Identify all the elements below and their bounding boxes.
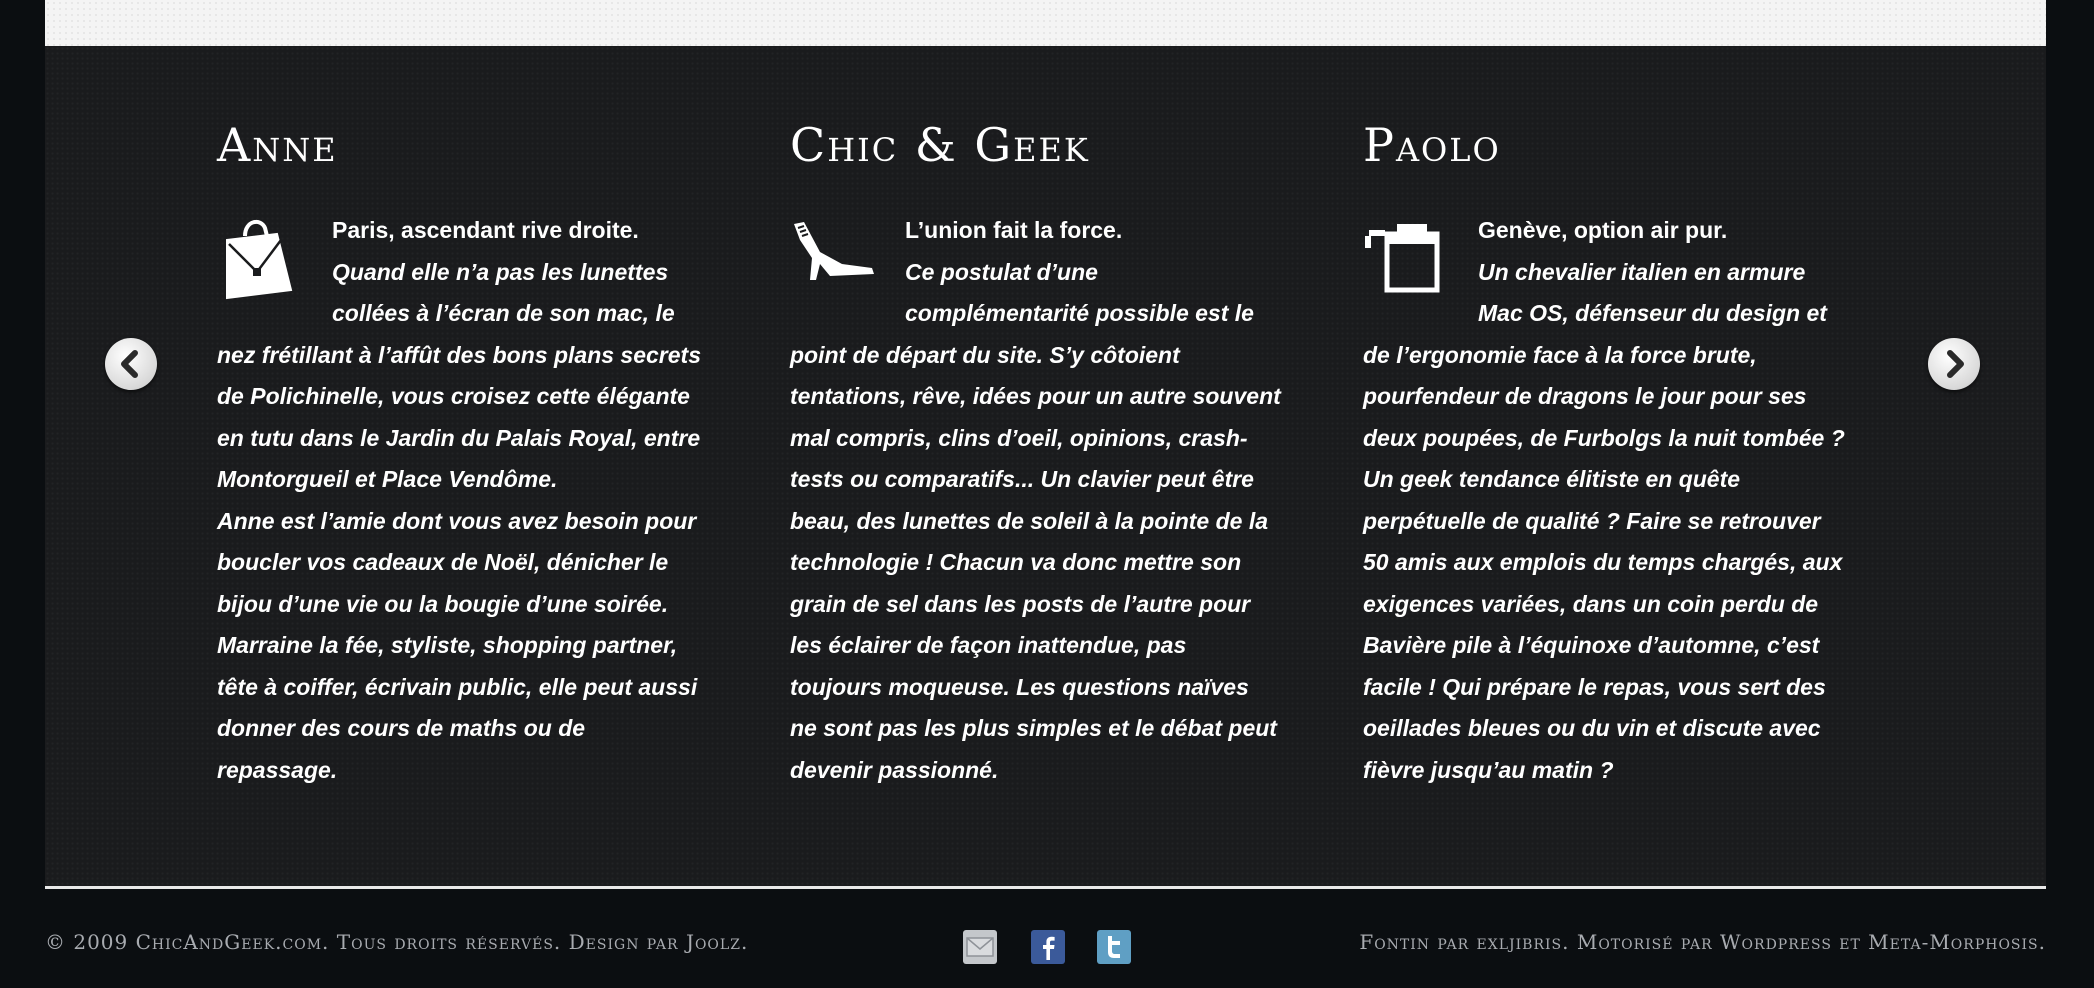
description-line: donner des cours de maths ou de — [217, 715, 586, 741]
profile-description — [790, 252, 1310, 792]
top-content-strip — [45, 0, 2046, 46]
description-line: Marraine la fée, styliste, shopping partner, — [217, 632, 678, 658]
profile-title: Paolo — [1363, 118, 1501, 172]
description-line: Un chevalier italien en armure — [1478, 258, 1806, 285]
profile-paolo — [1363, 115, 1883, 791]
description-line: technologie ! Chacun va donc mettre son — [790, 549, 1242, 575]
description-line: nez frétillant à l’affût des bons plans secrets — [217, 341, 701, 368]
handbag-icon — [217, 214, 332, 302]
facebook-icon[interactable] — [1031, 930, 1065, 964]
description-line: en tutu dans le Jardin du Palais Royal, entre — [217, 424, 701, 451]
mail-icon[interactable] — [963, 930, 997, 964]
description-line: complémentarité possible est le — [905, 300, 1254, 326]
description-line: devenir passionné. — [790, 756, 999, 783]
description-line: Mac OS, défenseur du design et — [1478, 300, 1827, 326]
description-line: Quand elle n’a pas les lunettes — [332, 258, 669, 285]
description-line: toujours moqueuse. Les questions naïves — [790, 673, 1249, 700]
description-line: perpétuelle de qualité ? Faire se retrouver — [1363, 507, 1821, 534]
description-line: collées à l’écran de son mac, le — [332, 300, 675, 326]
profile-lead: L’union fait la force. — [905, 217, 1123, 243]
previous-arrow-button[interactable] — [105, 338, 157, 390]
footer-credits: Fontin par exljibris. Motorisé par Wordpress et Meta-Morphosis. — [1359, 930, 2046, 954]
description-line: Montorgueil et Place Vendôme. — [217, 466, 558, 492]
description-line: Anne est l’amie dont vous avez besoin pour — [217, 507, 697, 534]
description-line: les éclairer de façon inattendue, pas — [790, 632, 1187, 658]
description-line: repassage. — [217, 756, 338, 783]
chevron-right-icon — [1928, 338, 1980, 390]
profile-title: Chic & Geek — [790, 118, 1090, 172]
description-line: Bavière pile à l’équinoxe d’automne, c’est — [1363, 632, 1820, 658]
description-line: tests ou comparatifs... Un clavier peut être — [790, 466, 1254, 492]
profile-description — [1363, 252, 1883, 792]
pixel-window-icon — [1363, 214, 1478, 302]
footer-copyright: © 2009 ChicAndGeek.com. Tous droits réservés. Design par Joolz. — [45, 930, 749, 954]
chevron-left-icon — [105, 338, 157, 390]
profile-chic-and-geek — [790, 115, 1310, 791]
next-arrow-button[interactable] — [1928, 338, 1980, 390]
description-line: beau, des lunettes de soleil à la pointe de la — [790, 507, 1269, 534]
description-line: deux poupées, de Furbolgs la nuit tombée ? — [1363, 424, 1845, 451]
footer-divider — [45, 886, 2046, 889]
description-line: boucler vos cadeaux de Noël, dénicher le — [217, 549, 669, 575]
description-line: Un geek tendance élitiste en quête — [1363, 466, 1741, 492]
description-line: Ce postulat d’une — [905, 258, 1098, 285]
description-line: tête à coiffer, écrivain public, elle peut aussi — [217, 673, 698, 700]
profile-lead: Genève, option air pur. — [1478, 217, 1728, 243]
description-line: de Polichinelle, vous croisez cette élégante — [217, 383, 690, 409]
high-heel-icon — [790, 214, 905, 302]
description-line: pourfendeur de dragons le jour pour ses — [1363, 383, 1807, 409]
description-line: mal compris, clins d’oeil, opinions, crash- — [790, 424, 1248, 451]
description-line: exigences variées, dans un coin perdu de — [1363, 590, 1819, 617]
description-line: 50 amis aux emplois du temps chargés, aux — [1363, 549, 1843, 575]
description-line: facile ! Qui prépare le repas, vous sert des — [1363, 673, 1826, 700]
description-line: de l’ergonomie face à la force brute, — [1363, 341, 1757, 368]
description-line: point de départ du site. S’y côtoient — [790, 341, 1180, 368]
profile-title: Anne — [217, 118, 338, 172]
description-line: bijou d’une vie ou la bougie d’une soirée. — [217, 590, 669, 617]
profile-lead: Paris, ascendant rive droite. — [332, 217, 639, 243]
description-line: oeillades bleues ou du vin et discute avec — [1363, 715, 1821, 741]
twitter-icon[interactable] — [1097, 930, 1131, 964]
profile-anne — [217, 115, 737, 791]
description-line: tentations, rêve, idées pour un autre souvent — [790, 383, 1281, 409]
description-line: grain de sel dans les posts de l’autre pour — [790, 590, 1251, 617]
profile-description — [217, 252, 737, 792]
description-line: fièvre jusqu’au matin ? — [1363, 756, 1614, 783]
description-line: ne sont pas les plus simples et le débat peut — [790, 715, 1277, 741]
